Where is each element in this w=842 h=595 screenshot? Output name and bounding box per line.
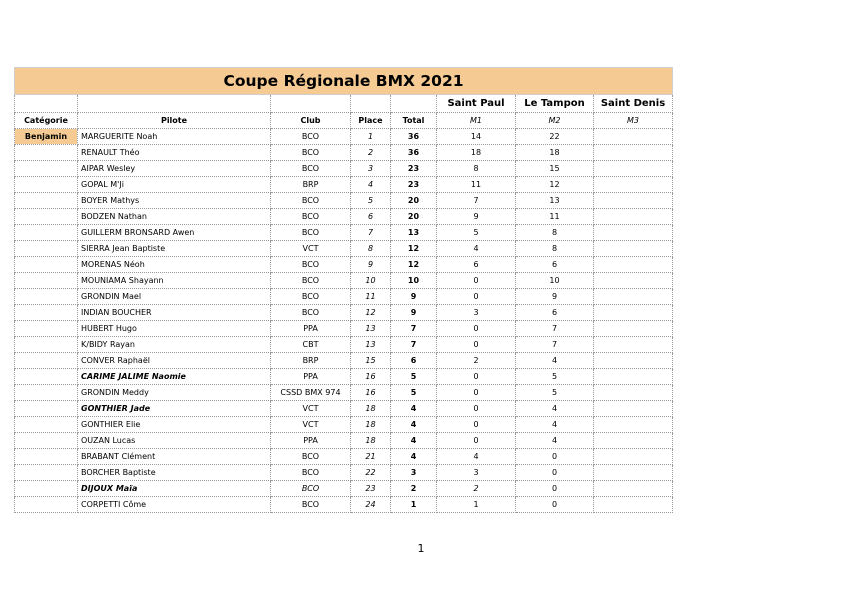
m2-cell: 10 <box>516 273 594 289</box>
m2-cell: 4 <box>516 417 594 433</box>
club-cell: BRP <box>271 177 351 193</box>
club-cell: BCO <box>271 193 351 209</box>
club-cell: BCO <box>271 465 351 481</box>
empty-cell <box>351 95 391 113</box>
m2-cell: 7 <box>516 321 594 337</box>
m3-cell <box>594 161 673 177</box>
table-row <box>15 465 673 481</box>
place-cell: 6 <box>351 209 391 225</box>
header-m3: M3 <box>594 113 673 129</box>
table-row <box>15 305 673 321</box>
sheet-title: Coupe Régionale BMX 2021 <box>15 68 673 95</box>
pilote-cell: AIPAR Wesley <box>78 161 271 177</box>
header-total: Total <box>391 113 437 129</box>
table-row <box>15 449 673 465</box>
club-cell: BCO <box>271 129 351 145</box>
table-row <box>15 369 673 385</box>
total-cell: 2 <box>391 481 437 497</box>
place-cell: 16 <box>351 369 391 385</box>
m1-cell: 4 <box>437 449 516 465</box>
m3-cell <box>594 209 673 225</box>
pilote-cell: GONTHIER Jade <box>78 401 271 417</box>
pilote-cell: SIERRA Jean Baptiste <box>78 241 271 257</box>
total-cell: 1 <box>391 497 437 513</box>
total-cell: 7 <box>391 337 437 353</box>
place-cell: 13 <box>351 337 391 353</box>
pilote-cell: GONTHIER Elie <box>78 417 271 433</box>
place-cell: 4 <box>351 177 391 193</box>
place-cell: 24 <box>351 497 391 513</box>
club-cell: VCT <box>271 401 351 417</box>
m3-cell <box>594 305 673 321</box>
total-cell: 9 <box>391 305 437 321</box>
m1-cell: 0 <box>437 273 516 289</box>
table-row <box>15 193 673 209</box>
pilote-cell: HUBERT Hugo <box>78 321 271 337</box>
empty-cell <box>15 95 78 113</box>
total-cell: 23 <box>391 161 437 177</box>
place-cell: 12 <box>351 305 391 321</box>
m2-cell: 9 <box>516 289 594 305</box>
m3-cell <box>594 225 673 241</box>
m1-cell: 2 <box>437 353 516 369</box>
m3-cell <box>594 321 673 337</box>
category-cell <box>15 289 78 305</box>
m1-cell: 5 <box>437 225 516 241</box>
category-cell: Benjamin <box>15 129 78 145</box>
category-cell <box>15 449 78 465</box>
pilote-cell: GUILLERM BRONSARD Awen <box>78 225 271 241</box>
category-cell <box>15 161 78 177</box>
total-cell: 12 <box>391 241 437 257</box>
place-cell: 9 <box>351 257 391 273</box>
venue-saint-denis: Saint Denis <box>594 95 673 113</box>
pilote-cell: BOYER Mathys <box>78 193 271 209</box>
m1-cell: 18 <box>437 145 516 161</box>
total-cell: 20 <box>391 209 437 225</box>
m3-cell <box>594 433 673 449</box>
m1-cell: 0 <box>437 321 516 337</box>
m3-cell <box>594 449 673 465</box>
place-cell: 3 <box>351 161 391 177</box>
category-cell <box>15 177 78 193</box>
header-place: Place <box>351 113 391 129</box>
m3-cell <box>594 369 673 385</box>
total-cell: 36 <box>391 129 437 145</box>
header-pilote: Pilote <box>78 113 271 129</box>
header-m1: M1 <box>437 113 516 129</box>
total-cell: 13 <box>391 225 437 241</box>
table-row <box>15 433 673 449</box>
category-cell <box>15 369 78 385</box>
table-row <box>15 321 673 337</box>
title-row <box>15 68 673 95</box>
category-cell <box>15 401 78 417</box>
table-row <box>15 385 673 401</box>
place-cell: 18 <box>351 401 391 417</box>
category-cell <box>15 337 78 353</box>
m1-cell: 2 <box>437 481 516 497</box>
place-cell: 1 <box>351 129 391 145</box>
place-cell: 11 <box>351 289 391 305</box>
club-cell: BCO <box>271 225 351 241</box>
club-cell: CSSD BMX 974 <box>271 385 351 401</box>
club-cell: BCO <box>271 289 351 305</box>
club-cell: PPA <box>271 321 351 337</box>
m1-cell: 6 <box>437 257 516 273</box>
pilote-cell: BORCHER Baptiste <box>78 465 271 481</box>
header-categorie: Catégorie <box>15 113 78 129</box>
place-cell: 2 <box>351 145 391 161</box>
total-cell: 4 <box>391 449 437 465</box>
m1-cell: 0 <box>437 385 516 401</box>
total-cell: 9 <box>391 289 437 305</box>
total-cell: 7 <box>391 321 437 337</box>
place-cell: 16 <box>351 385 391 401</box>
header-m2: M2 <box>516 113 594 129</box>
club-cell: BCO <box>271 257 351 273</box>
pilote-cell: GRONDIN Meddy <box>78 385 271 401</box>
category-cell <box>15 193 78 209</box>
m2-cell: 22 <box>516 129 594 145</box>
category-cell <box>15 305 78 321</box>
table-row <box>15 481 673 497</box>
table-row <box>15 145 673 161</box>
m2-cell: 0 <box>516 465 594 481</box>
m2-cell: 18 <box>516 145 594 161</box>
header-row <box>15 113 673 129</box>
m2-cell: 4 <box>516 401 594 417</box>
m3-cell <box>594 177 673 193</box>
total-cell: 20 <box>391 193 437 209</box>
m2-cell: 7 <box>516 337 594 353</box>
club-cell: BCO <box>271 449 351 465</box>
club-cell: BRP <box>271 353 351 369</box>
m2-cell: 13 <box>516 193 594 209</box>
pilote-cell: MORENAS Néoh <box>78 257 271 273</box>
header-club: Club <box>271 113 351 129</box>
club-cell: BCO <box>271 481 351 497</box>
total-cell: 3 <box>391 465 437 481</box>
m3-cell <box>594 145 673 161</box>
m1-cell: 9 <box>437 209 516 225</box>
m3-cell <box>594 353 673 369</box>
m1-cell: 11 <box>437 177 516 193</box>
table-row <box>15 273 673 289</box>
table-row <box>15 289 673 305</box>
place-cell: 7 <box>351 225 391 241</box>
m1-cell: 0 <box>437 417 516 433</box>
m3-cell <box>594 337 673 353</box>
empty-cell <box>78 95 271 113</box>
category-cell <box>15 273 78 289</box>
place-cell: 13 <box>351 321 391 337</box>
place-cell: 15 <box>351 353 391 369</box>
pilote-cell: DIJOUX Maïa <box>78 481 271 497</box>
table-row <box>15 129 673 145</box>
pilote-cell: GOPAL M'Ji <box>78 177 271 193</box>
table-row <box>15 161 673 177</box>
m3-cell <box>594 289 673 305</box>
m2-cell: 0 <box>516 449 594 465</box>
club-cell: BCO <box>271 305 351 321</box>
category-cell <box>15 497 78 513</box>
m2-cell: 0 <box>516 497 594 513</box>
table-row <box>15 353 673 369</box>
pilote-cell: CONVER Raphaël <box>78 353 271 369</box>
club-cell: BCO <box>271 209 351 225</box>
m1-cell: 4 <box>437 241 516 257</box>
category-cell <box>15 433 78 449</box>
category-cell <box>15 353 78 369</box>
place-cell: 23 <box>351 481 391 497</box>
table-row <box>15 497 673 513</box>
m2-cell: 12 <box>516 177 594 193</box>
table-row <box>15 257 673 273</box>
pilote-cell: RENAULT Théo <box>78 145 271 161</box>
m3-cell <box>594 417 673 433</box>
pilote-cell: MOUNIAMA Shayann <box>78 273 271 289</box>
place-cell: 22 <box>351 465 391 481</box>
total-cell: 36 <box>391 145 437 161</box>
total-cell: 6 <box>391 353 437 369</box>
m1-cell: 0 <box>437 369 516 385</box>
m2-cell: 11 <box>516 209 594 225</box>
table-row <box>15 241 673 257</box>
m3-cell <box>594 497 673 513</box>
m3-cell <box>594 257 673 273</box>
m1-cell: 8 <box>437 161 516 177</box>
venue-le-tampon: Le Tampon <box>516 95 594 113</box>
m1-cell: 14 <box>437 129 516 145</box>
m2-cell: 5 <box>516 385 594 401</box>
empty-cell <box>271 95 351 113</box>
table-row <box>15 177 673 193</box>
category-cell <box>15 481 78 497</box>
page-number: 1 <box>417 542 425 555</box>
m3-cell <box>594 273 673 289</box>
category-cell <box>15 465 78 481</box>
pilote-cell: BODZEN Nathan <box>78 209 271 225</box>
category-cell <box>15 241 78 257</box>
m1-cell: 7 <box>437 193 516 209</box>
category-cell <box>15 417 78 433</box>
table-row <box>15 417 673 433</box>
table-row <box>15 209 673 225</box>
total-cell: 4 <box>391 417 437 433</box>
m2-cell: 8 <box>516 241 594 257</box>
pilote-cell: BRABANT Clément <box>78 449 271 465</box>
total-cell: 23 <box>391 177 437 193</box>
m2-cell: 15 <box>516 161 594 177</box>
category-cell <box>15 225 78 241</box>
category-cell <box>15 209 78 225</box>
m3-cell <box>594 241 673 257</box>
total-cell: 12 <box>391 257 437 273</box>
club-cell: BCO <box>271 273 351 289</box>
m2-cell: 6 <box>516 305 594 321</box>
total-cell: 4 <box>391 433 437 449</box>
m2-cell: 0 <box>516 481 594 497</box>
pilote-cell: INDIAN BOUCHER <box>78 305 271 321</box>
m1-cell: 0 <box>437 337 516 353</box>
club-cell: VCT <box>271 241 351 257</box>
category-cell <box>15 145 78 161</box>
m3-cell <box>594 401 673 417</box>
m3-cell <box>594 129 673 145</box>
m1-cell: 3 <box>437 465 516 481</box>
m1-cell: 3 <box>437 305 516 321</box>
total-cell: 5 <box>391 369 437 385</box>
pilote-cell: OUZAN Lucas <box>78 433 271 449</box>
m3-cell <box>594 193 673 209</box>
pilote-cell: MARGUERITE Noah <box>78 129 271 145</box>
club-cell: BCO <box>271 497 351 513</box>
place-cell: 5 <box>351 193 391 209</box>
m2-cell: 4 <box>516 433 594 449</box>
category-cell <box>15 321 78 337</box>
club-cell: CBT <box>271 337 351 353</box>
place-cell: 18 <box>351 433 391 449</box>
m3-cell <box>594 481 673 497</box>
club-cell: BCO <box>271 145 351 161</box>
place-cell: 10 <box>351 273 391 289</box>
venues-row <box>15 95 673 113</box>
pilote-cell: CARIME JALIME Naomie <box>78 369 271 385</box>
m2-cell: 5 <box>516 369 594 385</box>
venue-saint-paul: Saint Paul <box>437 95 516 113</box>
m2-cell: 6 <box>516 257 594 273</box>
table-row <box>15 225 673 241</box>
total-cell: 10 <box>391 273 437 289</box>
total-cell: 5 <box>391 385 437 401</box>
m1-cell: 0 <box>437 401 516 417</box>
place-cell: 18 <box>351 417 391 433</box>
table-row <box>15 337 673 353</box>
pilote-cell: K/BIDY Rayan <box>78 337 271 353</box>
category-cell <box>15 385 78 401</box>
club-cell: PPA <box>271 369 351 385</box>
m1-cell: 1 <box>437 497 516 513</box>
m1-cell: 0 <box>437 289 516 305</box>
club-cell: PPA <box>271 433 351 449</box>
place-cell: 21 <box>351 449 391 465</box>
pilote-cell: CORPETTI Côme <box>78 497 271 513</box>
empty-cell <box>391 95 437 113</box>
pilote-cell: GRONDIN Mael <box>78 289 271 305</box>
results-table <box>14 67 673 513</box>
m2-cell: 4 <box>516 353 594 369</box>
category-cell <box>15 257 78 273</box>
club-cell: VCT <box>271 417 351 433</box>
m3-cell <box>594 385 673 401</box>
m1-cell: 0 <box>437 433 516 449</box>
place-cell: 8 <box>351 241 391 257</box>
total-cell: 4 <box>391 401 437 417</box>
m2-cell: 8 <box>516 225 594 241</box>
club-cell: BCO <box>271 161 351 177</box>
m3-cell <box>594 465 673 481</box>
table-row <box>15 401 673 417</box>
